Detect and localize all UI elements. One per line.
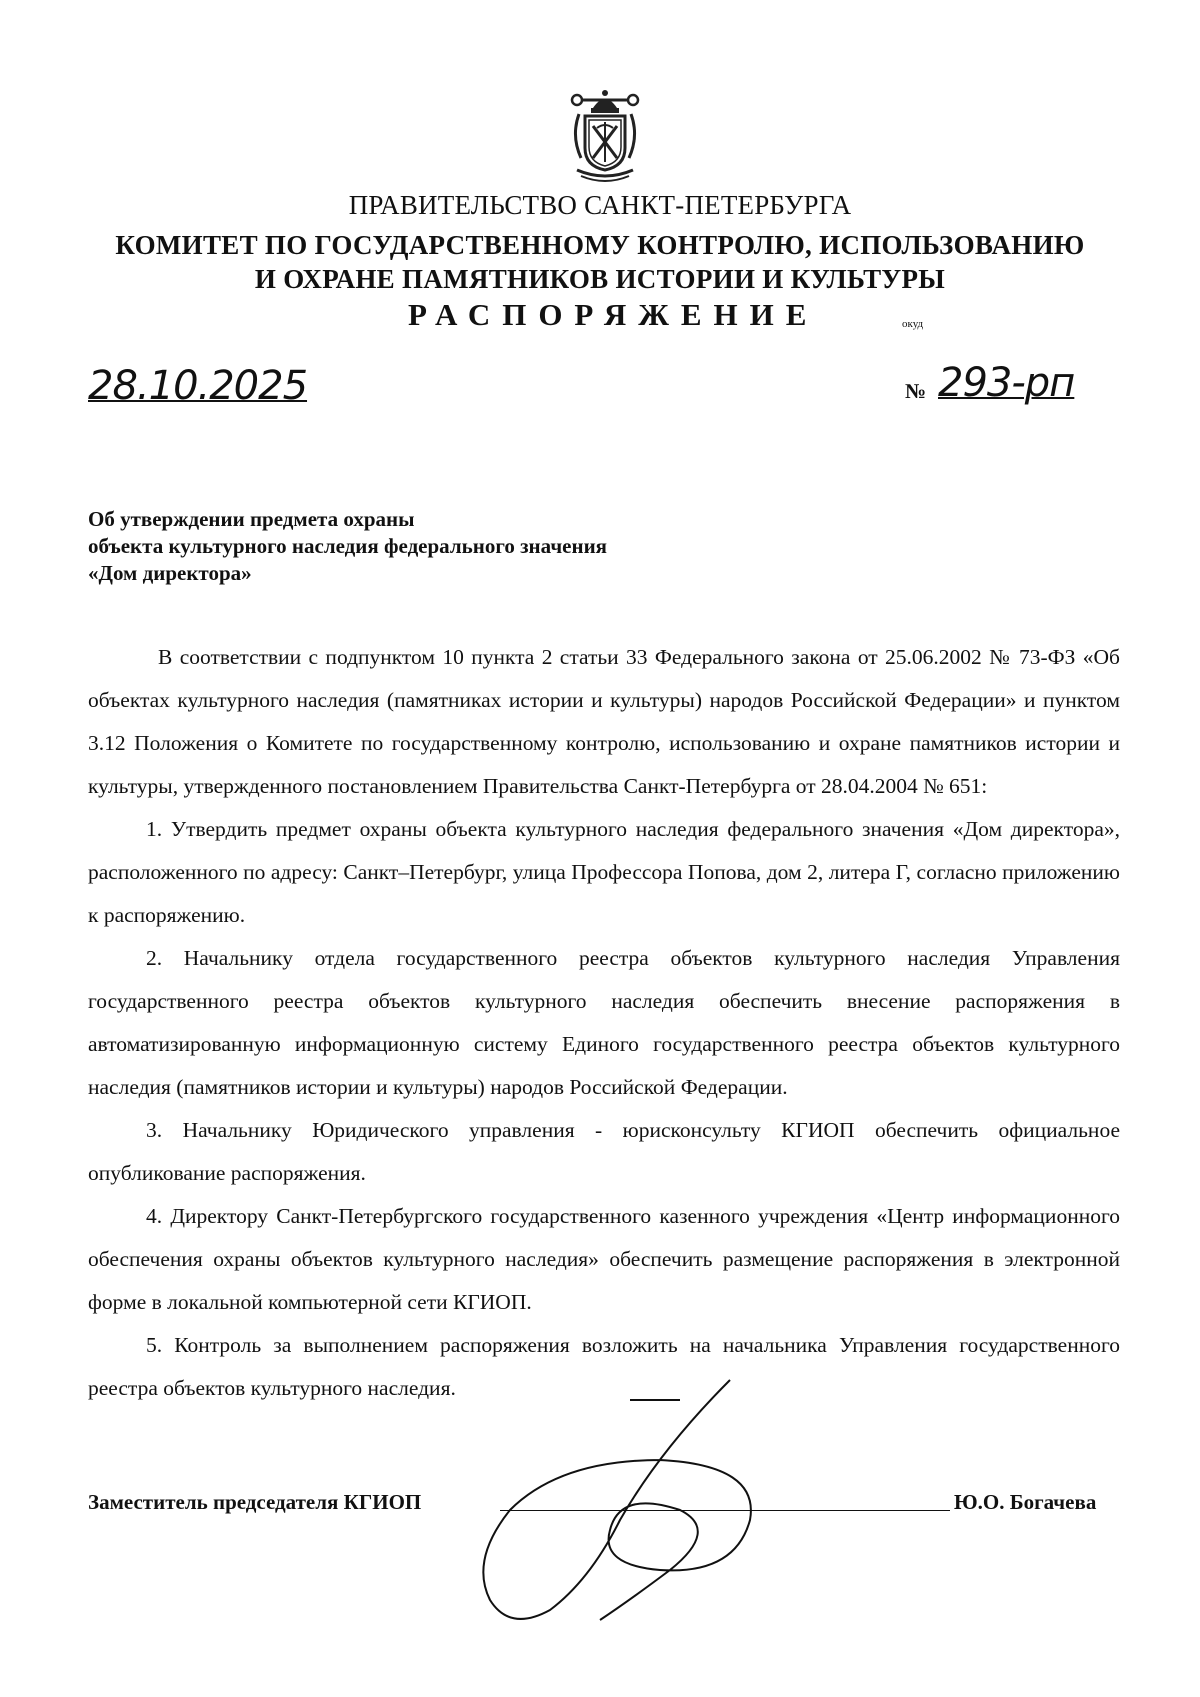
coat-of-arms-icon bbox=[555, 86, 655, 186]
order-item: 4. Директору Санкт-Петербургского государственного казенного учреждения «Центр информационного обеспечения охраны объектов культурного наследия» обеспечить размещение распоряжения в электронной форме в локальной компьютерной сети КГИОП. bbox=[88, 1204, 1120, 1314]
subject-line: Об утверждении предмета охраны bbox=[88, 507, 415, 531]
preamble-paragraph: В соответствии с подпунктом 10 пункта 2 статьи 33 Федерального закона от 25.06.2002 № 73-ФЗ «Об объектах культурного наследия (памятниках истории и культуры) народов Российской Федерации» и пунктом 3.12 Положения о Комитете по государственному контролю, использованию и охране памятников истории и культуры, утвержденного постановлением Правительства Санкт-Петербурга от 28.04.2004 № 651: bbox=[88, 645, 1120, 798]
signer-name: Ю.О. Богачева bbox=[954, 1490, 1097, 1514]
document-body bbox=[88, 636, 1120, 1410]
number-label: № bbox=[905, 379, 927, 403]
document-number: 293-рп bbox=[938, 360, 1075, 406]
order-item: 2. Начальнику отдела государственного реестра объектов культурного наследия Управления государственного реестра объектов культурного наследия обеспечить внесение распоряжения в автоматизированную информационную систему Единого государственного реестра объектов культурного наследия (памятников истории и культуры) народов Российской Федерации. bbox=[88, 946, 1120, 1099]
signer-position: Заместитель председателя КГИОП bbox=[88, 1490, 422, 1514]
committee-name-line1: КОМИТЕТ ПО ГОСУДАРСТВЕННОМУ КОНТРОЛЮ, ИСПОЛЬЗОВАНИЮ bbox=[115, 230, 1085, 260]
handwritten-signature bbox=[430, 1370, 860, 1630]
subject-line: «Дом директора» bbox=[88, 561, 252, 585]
document-subject bbox=[88, 506, 607, 587]
committee-name-line2: И ОХРАНЕ ПАМЯТНИКОВ ИСТОРИИ И КУЛЬТУРЫ bbox=[254, 264, 946, 294]
okud-label: окуд bbox=[902, 318, 924, 330]
order-item: 3. Начальнику Юридического управления - юрисконсульту КГИОП обеспечить официальное опубликование распоряжения. bbox=[88, 1118, 1120, 1185]
order-item: 1. Утвердить предмет охраны объекта культурного наследия федерального значения «Дом директора», расположенного по адресу: Санкт–Петербург, улица Профессора Попова, дом 2, литера Г, согласно приложению к распоряжению. bbox=[88, 817, 1120, 927]
document-date: 28.10.2025 bbox=[88, 363, 308, 409]
government-name: ПРАВИТЕЛЬСТВО САНКТ-ПЕТЕРБУРГА bbox=[348, 190, 852, 220]
subject-line: объекта культурного наследия федерального значения bbox=[88, 534, 608, 558]
order-item: 5. Контроль за выполнением распоряжения возложить на начальника Управления государственного реестра объектов культурного наследия. bbox=[88, 1333, 1120, 1400]
document-type: РАСПОРЯЖЕНИЕ bbox=[408, 297, 819, 332]
